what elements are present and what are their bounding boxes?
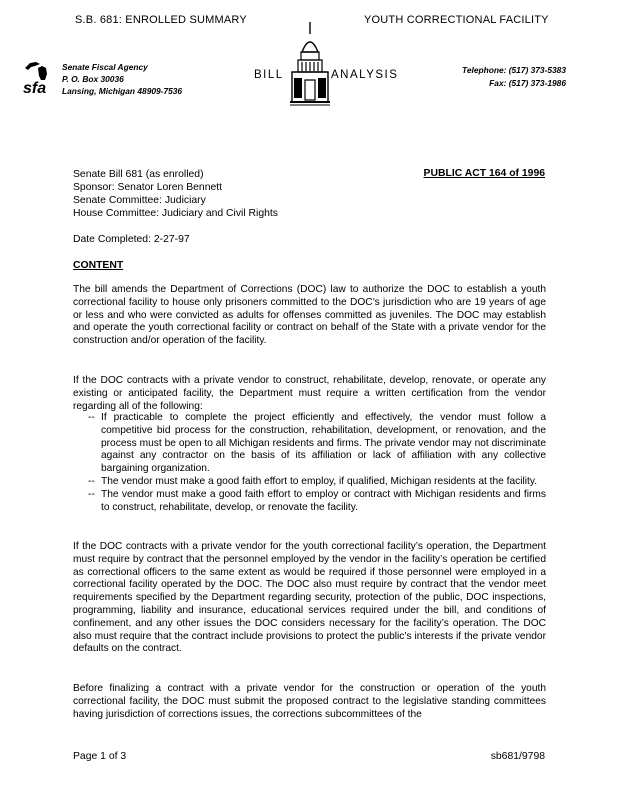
list-item: [88, 476, 546, 489]
agency-address: [62, 61, 182, 97]
content-paragraph-1: The bill amends the Department of Corrections (DOC) law to authorize the DOC to establish a youth correctional facility to house only prisoners committed to the DOC’s jurisdiction who are 19 years of age or less and who were convicted as adults for offenses committed as juveniles. The DOC may establish and operate the youth correctional facility or contract on behalf of the State with a private vendor for the construction and/or operation of the facility.: [73, 284, 546, 347]
fax-number: Fax: (517) 373-1986: [489, 78, 566, 88]
list-item-text: If practicable to complete the project efficiently and effectively, the vendor must follow a competitive bid process for the construction, rehabilitation, development, or renovation, and the process must be open to all Michigan residents and firms. The private vendor may not discriminate against any contractor on the basis of its affiliation or lack of affiliation with any collective bargaining organization.: [101, 412, 546, 475]
bill-title: Senate Bill 681 (as enrolled): [73, 169, 204, 180]
dash-bullet: --: [88, 412, 95, 423]
content-heading: CONTENT: [73, 260, 124, 271]
sfa-michigan-logo-icon: [22, 58, 62, 98]
masthead-analysis: ANALYSIS: [331, 69, 399, 81]
content-paragraph-4: Before finalizing a contract with a private vendor for the construction or operation of the youth correctional facility, the DOC must submit the proposed contract to the legislative standing committees having jurisdiction of corrections issues, the corrections subcommittees of the: [73, 683, 546, 720]
agency-po-box: P. O. Box 30036: [62, 74, 124, 84]
dash-bullet: --: [88, 475, 95, 487]
list-item: [88, 489, 546, 515]
contact-info: [462, 64, 566, 90]
document-id: sb681/9798: [490, 751, 545, 762]
page-number: Page 1 of 3: [73, 751, 127, 762]
dash-bullet: --: [88, 488, 95, 500]
agency-name: Senate Fiscal Agency: [62, 62, 148, 72]
capitol-building-icon: [290, 22, 330, 106]
list-item: [88, 412, 546, 476]
running-header-right: YOUTH CORRECTIONAL FACILITY: [364, 14, 549, 26]
bill-metadata: [73, 168, 278, 220]
date-completed: Date Completed: 2-27-97: [73, 234, 190, 245]
svg-text:sfa: sfa: [23, 80, 47, 97]
senate-committee: Senate Committee: Judiciary: [73, 195, 206, 206]
certification-list: [88, 412, 546, 514]
running-header-left: S.B. 681: ENROLLED SUMMARY: [75, 14, 247, 26]
house-committee: House Committee: Judiciary and Civil Rights: [73, 208, 279, 219]
agency-logo-block: [22, 58, 232, 108]
public-act-label: PUBLIC ACT 164 of 1996: [423, 168, 545, 179]
bill-sponsor: Sponsor: Senator Loren Bennett: [73, 182, 223, 193]
masthead-bill: BILL: [254, 69, 284, 81]
list-item-text: The vendor must make a good faith effort to employ or contract with Michigan residents and firms to construct, rehabilitate, develop, or renovate the facility.: [101, 488, 546, 513]
telephone-number: Telephone: (517) 373-5383: [462, 65, 566, 75]
content-paragraph-2: If the DOC contracts with a private vendor to construct, rehabilitate, develop, renovate, or operate any existing or anticipated facility, the Department must require a written certification from the vendor regarding all of the following:: [73, 375, 546, 412]
content-paragraph-3: If the DOC contracts with a private vendor for the youth correctional facility’s operation, the Department must require by contract that the personnel employed by the vendor in the facility’s operation be certified as correctional officers to the same extent as would be required if those personnel were employed in a correctional facility operated by the DOC. The DOC also must require by contract that the vendor meet requirements specified by the Department regarding security, protection of the public, DOC inspections, programming, liability and insurance, educational services required under the bill, and conditions of confinement, and any other issues the DOC considers necessary for the facility’s operation. The DOC also must require that the contract include provisions to protect the public’s interests if the private vendor defaults on the contract.: [73, 541, 546, 655]
list-item-text: The vendor must make a good faith effort to employ, if qualified, Michigan residents at the facility.: [101, 475, 538, 487]
agency-city: Lansing, Michigan 48909-7536: [62, 86, 183, 96]
